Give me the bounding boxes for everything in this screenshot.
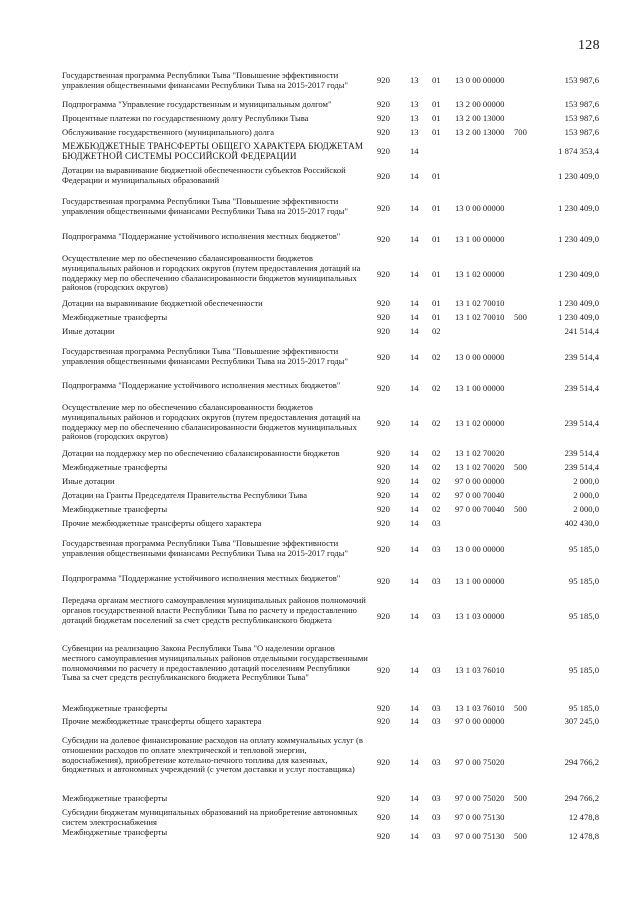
row-name: Подпрограмма "Поддержание устойчивого исполнения местных бюджетов" (62, 380, 341, 390)
row-amount: 95 185,0 (568, 703, 599, 713)
row-subsection: 03 (432, 576, 441, 586)
row-name: Дотации на Гранты Председателя Правительства Республики Тыва (62, 490, 308, 500)
row-subsection: 01 (432, 203, 441, 213)
row-grbs: 920 (377, 418, 390, 428)
row-subsection: 03 (432, 703, 441, 713)
row-name: Субсидии бюджетам муниципальных образований на приобретение автономных систем электроснабжения (62, 807, 358, 827)
row-amount: 1 874 353,4 (558, 146, 599, 156)
row-target-article: 13 1 00 00000 (455, 234, 505, 244)
row-amount: 153 987,6 (564, 99, 599, 109)
row-section: 14 (410, 831, 419, 841)
row-name: Государственная программа Республики Тыва "Повышение эффективности управления общественными финансами Республики Тыва на 2015-2017 годы" (62, 196, 349, 216)
row-section: 14 (410, 544, 419, 554)
row-amount: 12 478,8 (568, 812, 599, 822)
row-name: Прочие межбюджетные трансферты общего характера (62, 716, 262, 726)
row-grbs: 920 (377, 518, 390, 528)
row-name: Дотации на поддержку мер по обеспечению сбалансированности бюджетов (62, 448, 340, 458)
row-subsection: 02 (432, 383, 441, 393)
row-name: Обслуживание государственного (муниципального) долга (62, 127, 275, 137)
row-amount: 12 478,8 (568, 831, 599, 841)
row-name: Государственная программа Республики Тыва "Повышение эффективности управления общественными финансами Республики Тыва на 2015-2017 годы" (62, 346, 349, 366)
row-section: 14 (410, 448, 419, 458)
row-grbs: 920 (377, 544, 390, 554)
row-subsection: 01 (432, 171, 441, 181)
row-target-article: 97 0 00 75130 (455, 831, 505, 841)
row-name: Дотации на выравнивание бюджетной обеспеченности (62, 298, 263, 308)
row-amount: 1 230 409,0 (558, 269, 599, 279)
row-subsection: 01 (432, 127, 441, 137)
row-subsection: 03 (432, 665, 441, 675)
row-target-article: 97 0 00 00000 (455, 716, 505, 726)
row-subsection: 02 (432, 462, 441, 472)
row-section: 14 (410, 518, 419, 528)
row-subsection: 01 (432, 234, 441, 244)
row-section: 14 (410, 326, 419, 336)
row-amount: 1 230 409,0 (558, 171, 599, 181)
row-name: Государственная программа Республики Тыва "Повышение эффективности управления общественными финансами Республики Тыва на 2015-2017 годы" (62, 538, 349, 558)
row-expense-type: 500 (514, 831, 527, 841)
row-amount: 2 000,0 (573, 476, 599, 486)
row-amount: 294 766,2 (564, 793, 599, 803)
row-grbs: 920 (377, 665, 390, 675)
row-name: Государственная программа Республики Тыва "Повышение эффективности управления общественными финансами Республики Тыва на 2015-2017 годы" (62, 70, 349, 90)
row-section: 14 (410, 757, 419, 767)
row-subsection: 02 (432, 326, 441, 336)
row-subsection: 03 (432, 611, 441, 621)
row-amount: 1 230 409,0 (558, 203, 599, 213)
row-subsection: 03 (432, 757, 441, 767)
row-subsection: 01 (432, 113, 441, 123)
row-section: 14 (410, 576, 419, 586)
row-grbs: 920 (377, 576, 390, 586)
row-expense-type: 500 (514, 793, 527, 803)
row-name: Осуществление мер по обеспечению сбалансированности бюджетов муниципальных районов и городских округов (путем предоставления дотаций на поддержку мер по обеспечению сбалансированности бюджетов муниципальных районов (городских округов) (62, 402, 361, 442)
row-section: 14 (410, 793, 419, 803)
row-section: 14 (410, 312, 419, 322)
row-target-article: 97 0 00 75020 (455, 757, 505, 767)
row-target-article: 97 0 00 75130 (455, 812, 505, 822)
row-subsection: 03 (432, 812, 441, 822)
row-section: 14 (410, 490, 419, 500)
page-number: 128 (578, 38, 600, 53)
row-amount: 95 185,0 (568, 611, 599, 621)
row-target-article: 13 1 02 70020 (455, 448, 505, 458)
row-section: 14 (410, 146, 419, 156)
row-name: Иные дотации (62, 476, 115, 486)
row-name: Межбюджетные трансферты (62, 793, 168, 803)
row-target-article: 13 1 02 70010 (455, 312, 505, 322)
row-name: Межбюджетные трансферты (62, 827, 168, 837)
row-name: Субсидии на долевое финансирование расходов на оплату коммунальных услуг (в отношении расходов по оплате электрической и тепловой энергии, водоснабжения), приобретение котельно-печного топлива для казенных, бюджетных и автономных учреждений (с учетом доставки и услуг поставщика) (62, 735, 363, 775)
row-target-article: 13 1 03 76010 (455, 665, 505, 675)
row-target-article: 13 2 00 13000 (455, 127, 505, 137)
row-subsection: 02 (432, 448, 441, 458)
row-grbs: 920 (377, 812, 390, 822)
row-amount: 239 514,4 (564, 462, 599, 472)
row-grbs: 920 (377, 504, 390, 514)
row-target-article: 13 1 02 00000 (455, 269, 505, 279)
row-expense-type: 500 (514, 462, 527, 472)
row-subsection: 01 (432, 269, 441, 279)
row-subsection: 03 (432, 793, 441, 803)
row-section: 13 (410, 127, 419, 137)
row-grbs: 920 (377, 269, 390, 279)
row-section: 14 (410, 269, 419, 279)
row-expense-type: 500 (514, 312, 527, 322)
row-amount: 2 000,0 (573, 504, 599, 514)
row-name: Подпрограмма "Поддержание устойчивого исполнения местных бюджетов" (62, 231, 341, 241)
row-target-article: 13 1 00 00000 (455, 383, 505, 393)
row-subsection: 01 (432, 298, 441, 308)
row-amount: 402 430,0 (564, 518, 599, 528)
row-grbs: 920 (377, 703, 390, 713)
row-subsection: 02 (432, 504, 441, 514)
row-name: Прочие межбюджетные трансферты общего характера (62, 518, 262, 528)
row-grbs: 920 (377, 171, 390, 181)
row-name: Межбюджетные трансферты (62, 703, 168, 713)
row-grbs: 920 (377, 312, 390, 322)
row-grbs: 920 (377, 383, 390, 393)
row-section: 14 (410, 298, 419, 308)
row-amount: 95 185,0 (568, 576, 599, 586)
row-grbs: 920 (377, 448, 390, 458)
row-subsection: 01 (432, 75, 441, 85)
row-section: 14 (410, 234, 419, 244)
row-grbs: 920 (377, 99, 390, 109)
row-target-article: 13 0 00 00000 (455, 544, 505, 554)
row-amount: 95 185,0 (568, 665, 599, 675)
row-target-article: 97 0 00 70040 (455, 504, 505, 514)
row-expense-type: 500 (514, 504, 527, 514)
row-target-article: 97 0 00 75020 (455, 793, 505, 803)
row-subsection: 02 (432, 476, 441, 486)
row-section: 14 (410, 462, 419, 472)
row-name: Передача органам местного самоуправления муниципальных районов полномочий органов государственной власти Республики Тыва по расчету и предоставлению дотаций бюджетам поселений за счет средств республиканского бюджета (62, 595, 366, 625)
row-amount: 241 514,4 (564, 326, 599, 336)
row-name: Подпрограмма "Управление государственным и муниципальным долгом" (62, 99, 332, 109)
row-section: 14 (410, 716, 419, 726)
row-section: 14 (410, 812, 419, 822)
row-amount: 239 514,4 (564, 418, 599, 428)
row-section: 14 (410, 703, 419, 713)
row-target-article: 13 2 00 13000 (455, 113, 505, 123)
row-expense-type: 500 (514, 703, 527, 713)
row-section: 13 (410, 113, 419, 123)
row-amount: 239 514,4 (564, 352, 599, 362)
row-name: МЕЖБЮДЖЕТНЫЕ ТРАНСФЕРТЫ ОБЩЕГО ХАРАКТЕРА БЮДЖЕТАМ БЮДЖЕТНОЙ СИСТЕМЫ РОССИЙСКОЙ ФЕДЕРАЦИИ (62, 141, 364, 162)
row-amount: 95 185,0 (568, 544, 599, 554)
row-name: Межбюджетные трансферты (62, 312, 168, 322)
row-grbs: 920 (377, 75, 390, 85)
row-grbs: 920 (377, 113, 390, 123)
row-amount: 153 987,6 (564, 127, 599, 137)
row-amount: 2 000,0 (573, 490, 599, 500)
row-name: Процентные платежи по государственному долгу Республики Тыва (62, 113, 309, 123)
row-amount: 1 230 409,0 (558, 312, 599, 322)
row-amount: 307 245,0 (564, 716, 599, 726)
row-section: 14 (410, 171, 419, 181)
row-section: 14 (410, 383, 419, 393)
row-grbs: 920 (377, 203, 390, 213)
row-amount: 1 230 409,0 (558, 234, 599, 244)
row-subsection: 03 (432, 518, 441, 528)
row-subsection: 03 (432, 716, 441, 726)
row-name: Межбюджетные трансферты (62, 504, 168, 514)
row-name: Межбюджетные трансферты (62, 462, 168, 472)
row-target-article: 13 2 00 00000 (455, 99, 505, 109)
row-target-article: 13 1 03 76010 (455, 703, 505, 713)
row-grbs: 920 (377, 326, 390, 336)
row-expense-type: 700 (514, 127, 527, 137)
row-grbs: 920 (377, 757, 390, 767)
row-grbs: 920 (377, 716, 390, 726)
row-section: 14 (410, 665, 419, 675)
row-target-article: 13 0 00 00000 (455, 352, 505, 362)
row-subsection: 01 (432, 99, 441, 109)
row-subsection: 02 (432, 352, 441, 362)
row-target-article: 13 0 00 00000 (455, 203, 505, 213)
row-grbs: 920 (377, 490, 390, 500)
row-amount: 239 514,4 (564, 383, 599, 393)
row-target-article: 97 0 00 70040 (455, 490, 505, 500)
row-section: 14 (410, 476, 419, 486)
row-section: 14 (410, 203, 419, 213)
row-name: Осуществление мер по обеспечению сбалансированности бюджетов муниципальных районов и городских округов (путем предоставления дотаций на поддержку мер по обеспечению сбалансированности бюджетов муниципальных районов (городских округов) (62, 253, 361, 293)
row-subsection: 03 (432, 544, 441, 554)
row-section: 14 (410, 504, 419, 514)
row-section: 13 (410, 99, 419, 109)
row-subsection: 01 (432, 312, 441, 322)
row-grbs: 920 (377, 831, 390, 841)
row-section: 14 (410, 418, 419, 428)
row-section: 14 (410, 611, 419, 621)
row-amount: 153 987,6 (564, 113, 599, 123)
row-subsection: 02 (432, 418, 441, 428)
row-target-article: 13 1 02 70010 (455, 298, 505, 308)
row-target-article: 13 1 00 00000 (455, 576, 505, 586)
row-grbs: 920 (377, 462, 390, 472)
row-section: 14 (410, 352, 419, 362)
row-name: Иные дотации (62, 326, 115, 336)
row-name: Дотации на выравнивание бюджетной обеспеченности субъектов Российской Федерации и муниципальных образований (62, 165, 346, 185)
row-section: 13 (410, 75, 419, 85)
row-subsection: 03 (432, 831, 441, 841)
row-grbs: 920 (377, 793, 390, 803)
row-target-article: 13 0 00 00000 (455, 75, 505, 85)
row-subsection: 02 (432, 490, 441, 500)
row-amount: 294 766,2 (564, 757, 599, 767)
row-amount: 1 230 409,0 (558, 298, 599, 308)
row-target-article: 13 1 02 70020 (455, 462, 505, 472)
row-target-article: 13 1 02 00000 (455, 418, 505, 428)
row-grbs: 920 (377, 352, 390, 362)
row-grbs: 920 (377, 146, 390, 156)
row-grbs: 920 (377, 476, 390, 486)
row-grbs: 920 (377, 611, 390, 621)
row-amount: 153 987,6 (564, 75, 599, 85)
row-name: Субвенции на реализацию Закона Республики Тыва "О наделении органов местного самоуправления муниципальных районов отдельными государственными полномочиями по расчету и предоставлению дотаций поселениям Республики Тыва за счет средств республиканского бюджета Республики Тыва" (62, 643, 368, 683)
row-target-article: 13 1 03 00000 (455, 611, 505, 621)
row-target-article: 97 0 00 00000 (455, 476, 505, 486)
row-name: Подпрограмма "Поддержание устойчивого исполнения местных бюджетов" (62, 573, 341, 583)
row-grbs: 920 (377, 298, 390, 308)
row-amount: 239 514,4 (564, 448, 599, 458)
row-grbs: 920 (377, 234, 390, 244)
row-grbs: 920 (377, 127, 390, 137)
